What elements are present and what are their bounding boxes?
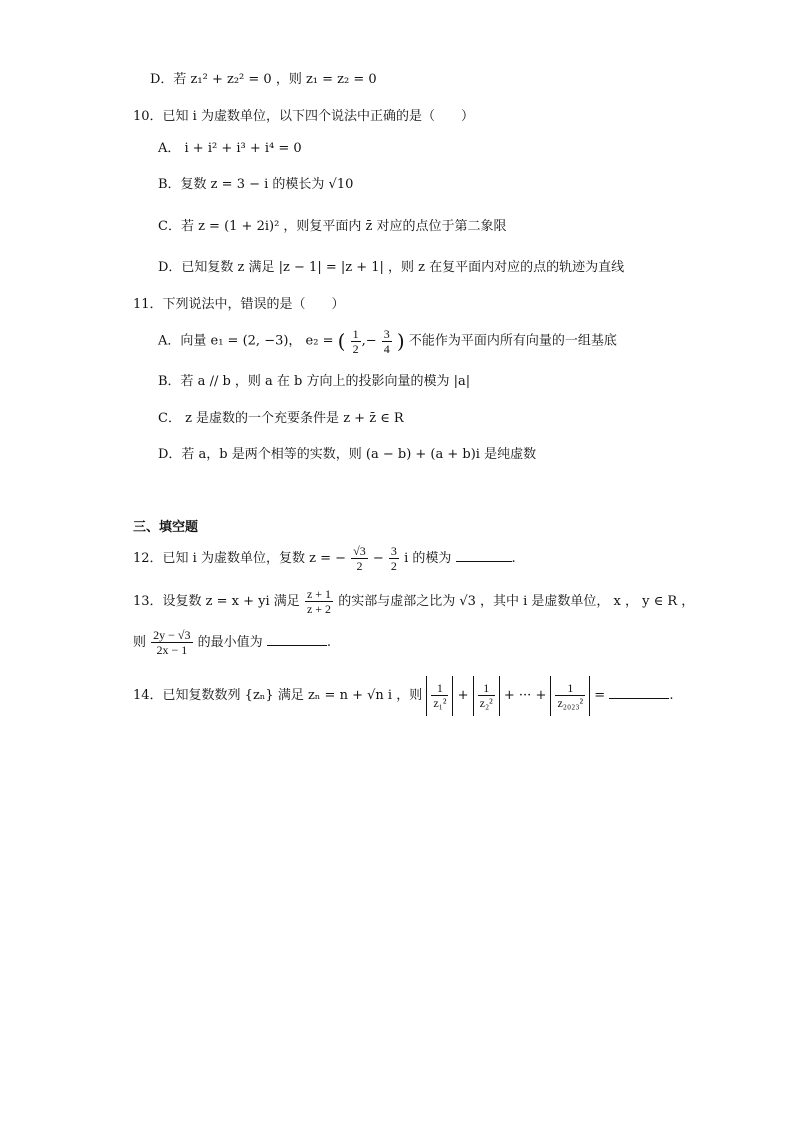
q11-option-a-fraction-1: $\frac{1}{2}$ bbox=[352, 326, 359, 356]
q14-term-1: $\frac{1}{\text{z₁²}}$ bbox=[426, 676, 453, 716]
q14-answer-blank[interactable] bbox=[609, 686, 669, 699]
q14-plus: + bbox=[457, 688, 469, 703]
q11-option-a-post: 不能作为平面内所有向量的一组基底 bbox=[408, 333, 617, 349]
q13-fraction-1: $\frac{z + 1}{z + 2}$ bbox=[306, 587, 332, 616]
q13-answer-blank[interactable] bbox=[267, 633, 327, 646]
q12-fraction-2: $\frac{3}{2}$ bbox=[390, 544, 397, 573]
q14: 14．已知复数数列 {zₙ} 满足 zₙ = n + √n i ，则 $\frac{1}{\text{z₁²}}$ + $\frac{1}{\text{z₂²}}$ + ··· + $\frac{1}{\text{z₂₀₂₃²}}$ = . bbox=[133, 676, 673, 716]
q13-line2-pre: 则 bbox=[133, 635, 147, 650]
q14-dots: + ··· + bbox=[503, 688, 547, 703]
q10-option-a: A． i + i² + i³ + i⁴ = 0 bbox=[158, 141, 302, 156]
q12-post: i 的模为 bbox=[404, 551, 452, 566]
q10-option-c: C．若 z = (1 + 2i)² ，则复平面内 z̄ 对应的点位于第二象限 bbox=[158, 219, 507, 234]
q13-line-1 bbox=[133, 584, 694, 620]
q13-line-2: 则 $\frac{2y - √3}{2x - 1}$ 的最小值为 . bbox=[133, 628, 331, 657]
section-title: 三、填空题 bbox=[133, 520, 199, 535]
q9-option-d: D．若 z₁² + z₂² = 0 ，则 z₁ = z₂ = 0 bbox=[150, 72, 377, 87]
q11-stem: 11．下列说法中，错误的是（ ） bbox=[133, 297, 345, 312]
q10-option-b: B．复数 z = 3 − i 的模长为 √10 bbox=[158, 177, 354, 192]
q10-stem: 10．已知 i 为虚数单位，以下四个说法中正确的是（ ） bbox=[133, 109, 474, 124]
q10-option-d: D．已知复数 z 满足 |z − 1| = |z + 1| ，则 z 在复平面内对应的点的轨迹为直线 bbox=[158, 260, 625, 275]
q13-pre: 13．设复数 z = x + yi 满足 bbox=[133, 594, 300, 609]
q11-option-a-fraction-2: $\frac{3}{4}$ bbox=[383, 326, 390, 356]
q11-option-b: B．若 a // b ，则 a 在 b 方向上的投影向量的模为 |a| bbox=[158, 374, 471, 389]
q11-option-d: D．若 a，b 是两个相等的实数，则 (a − b) + (a + b)i 是纯虚数 bbox=[158, 447, 537, 462]
q13-fraction-2: $\frac{2y - √3}{2x - 1}$ bbox=[153, 628, 191, 657]
q12-answer-blank[interactable] bbox=[456, 549, 512, 562]
q11-option-a-pre: A．向量 e₁ = (2, −3)， e₂ = bbox=[158, 333, 338, 349]
q14-pre: 14．已知复数数列 {zₙ} 满足 zₙ = n + √n i ，则 bbox=[133, 688, 423, 703]
q13-post: 的实部与虚部之比为 √3 ，其中 i 是虚数单位， x ， y ∈ R ， bbox=[338, 594, 695, 609]
q14-term-3: $\frac{1}{\text{z₂₀₂₃²}}$ bbox=[550, 676, 590, 716]
q12-pre: 12．已知 i 为虚数单位，复数 z = − bbox=[133, 551, 346, 566]
q12: 12．已知 i 为虚数单位，复数 z = − $\frac{√3}{2}$ − $\frac{3}{2}$ i 的模为 . bbox=[133, 544, 516, 573]
q11-option-c: C． z 是虚数的一个充要条件是 z + z̄ ∈ R bbox=[158, 411, 404, 426]
q12-fraction-1: $\frac{√3}{2}$ bbox=[353, 544, 366, 573]
q12-minus: − bbox=[372, 551, 384, 566]
q11-option-a: A．向量 e₁ = (2, −3)， e₂ = ( $\frac{1}{2}$ ,− $\frac{3}{4}$ ) 不能作为平面内所有向量的一组基底 bbox=[158, 326, 617, 356]
q13-line2-post: 的最小值为 bbox=[197, 635, 263, 650]
q14-equals: = bbox=[594, 688, 606, 703]
q14-term-2: $\frac{1}{\text{z₂²}}$ bbox=[473, 676, 500, 716]
